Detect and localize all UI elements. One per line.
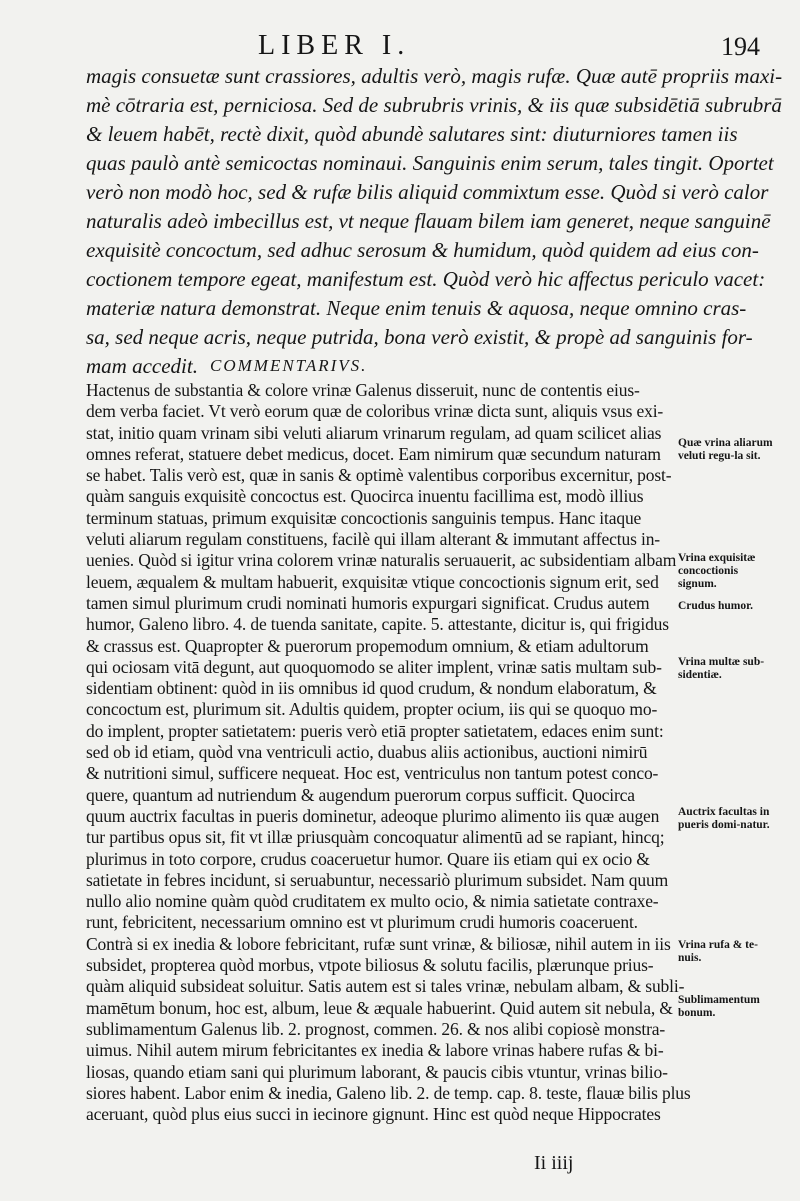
text-line: satietate in febres incidunt, si seruabuntur, necessariò plurimum subsidet. Nam quum: [86, 869, 669, 890]
galen-text-block: [86, 62, 783, 381]
text-line: Contrà si ex inedia & lobore febricitant, rufæ sunt vrinæ, & biliosæ, nihil autem in iis: [86, 933, 671, 954]
margin-note: Auctrix facultas in pueris domi-natur.: [678, 806, 770, 831]
text-line: Hactenus de substantia & colore vrinæ Galenus disseruit, nunc de contentis eius-: [86, 380, 640, 400]
running-head: LIBER I.: [258, 30, 411, 61]
text-line: sublimamentum Galenus lib. 2. prognost, commen. 26. & nos alibi copiosè monstra-: [86, 1018, 666, 1039]
text-line: quàm aliquid subsideat soluitur. Satis autem est si tales vrinæ, nebulam albam, & subli-: [86, 976, 685, 997]
text-line: qui ociosam vitā degunt, aut quoquomodo se aliter implent, vrinæ satis multam sub-: [86, 656, 662, 677]
text-line: uimus. Nihil autem mirum febricitantes ex inedia & labore vrinas habere rufas & bi-: [86, 1040, 664, 1061]
text-line: coctionem tempore egeat, manifestum est. Quòd verò hic affectus periculo vacet:: [86, 267, 766, 291]
text-line: veluti aliarum regulam constituens, facilè qui illam alterant & immutant affectus in-: [86, 529, 660, 550]
commentary-text-block: [86, 380, 691, 1125]
text-line: humor, Galeno libro. 4. de tuenda sanitate, capite. 5. attestante, dicitur is, qui frigidus: [86, 614, 669, 635]
text-line: liosas, quando etiam sani qui plurimum laborant, & paucis cibis vtuntur, vrinas biliο-: [86, 1061, 668, 1082]
text-line: & crassus est. Quapropter & puerorum propemodum omnium, & etiam adultorum: [86, 635, 649, 656]
text-line: & nutritioni simul, sufficere nequeat. Hoc est, ventriculus non tantum potest conco-: [86, 763, 659, 784]
text-line: do implent, propter satietatem: pueris verò etiā propter satietatem, edaces enim sunt:: [86, 720, 664, 741]
text-line: exquisitè concoctum, sed adhuc serosum & humidum, quòd quidem ad eius con-: [86, 238, 759, 262]
text-line: uenies. Quòd si igitur vrina colorem vrinæ naturalis seruauerit, ac subsidentiam albam: [86, 550, 677, 571]
text-line: omnes referat, statuere debet medicus, docet. Eam nimirum quæ secundum naturam: [86, 443, 661, 464]
text-line: se habet. Talis verò est, quæ in sanis & optimè valentibus corporibus excernitur, post-: [86, 465, 672, 486]
text-line: terminum statuas, primum exquisitæ concoctionis sanguinis tempus. Hanc itaque: [86, 507, 642, 528]
text-line: quàm sanguis exquisitè concoctus est. Quocirca inuentu facillima est, modò illius: [86, 486, 644, 507]
margin-note: Quæ vrina aliarum veluti regu-la sit.: [678, 437, 773, 462]
text-line: subsidet, propterea quòd morbus, vtpote biliosus & solutu facilis, plærunque prius-: [86, 955, 654, 976]
margin-note: Vrina multæ sub-sidentiæ.: [678, 656, 765, 681]
text-line: stat, initio quam vrinam sibi veluti aliarum vrinarum regulam, ad quam scilicet alias: [86, 422, 662, 443]
margin-note: Crudus humor.: [678, 600, 753, 612]
text-line: plurimus in toto corpore, crudus coaceruetur humor. Quare iis etiam qui ex ocio &: [86, 848, 650, 869]
text-line: runt, febricitent, necessarium omnino est vt plurimum crudi humoris coaceruent.: [86, 912, 638, 933]
text-line: & leuem habēt, rectè dixit, quòd abundè salutares sint: diuturniores tamen iis: [86, 122, 738, 146]
text-line: naturalis adeò imbecillus est, vt neque flauam bilem iam generet, neque sanguinē: [86, 209, 771, 233]
commentary-heading: COMMENTARIVS.: [210, 356, 368, 375]
signature-mark: Ii iiij: [534, 1152, 574, 1174]
page-header: [70, 30, 760, 66]
text-line: nullo alio nomine quàm quòd cruditatem ex multo ocio, & nimia satietate contraxe-: [86, 891, 659, 912]
text-line: quere, quantum ad nutriendum & augendum puerorum corpus sufficit. Quocirca: [86, 784, 635, 805]
text-line: verò non modò hoc, sed & rufæ bilis aliquid commixtum esse. Quòd si verò calor: [86, 180, 769, 204]
page-number: 194: [721, 32, 760, 61]
text-line: sa, sed neque acris, neque putrida, bona verò existit, & propè ad sanguinis for-: [86, 325, 753, 349]
text-line: sed ob id etiam, quòd vna ventriculi actio, duabus aliis actionibus, auctioni nimirū: [86, 742, 648, 763]
text-line: mamētum bonum, hoc est, album, leue & æquale habuerint. Quid autem sit nebula, &: [86, 997, 673, 1018]
text-line: siores habent. Labor enim & inedia, Galeno lib. 2. de temp. cap. 8. teste, flauæ bilis plus: [86, 1082, 691, 1103]
margin-note: Sublimamentum bonum.: [678, 994, 760, 1019]
text-line: tur partibus opus sit, fit vt illæ priusquàm concoquatur alimentū ad se rapiant, hincq;: [86, 827, 665, 848]
text-line: aceruant, quòd plus eius succi in iecinore gignunt. Hinc est quòd neque Hippocrates: [86, 1104, 661, 1125]
text-line: mè cōtraria est, perniciosa. Sed de subrubris vrinis, & iis quæ subsidētiā subrubrā: [86, 93, 782, 117]
text-line: leuem, æqualem & multam habuerit, exquisitæ vtique concoctionis signum erit, sed: [86, 571, 659, 592]
margin-note: Vrina rufa & te-nuis.: [678, 939, 758, 964]
text-line: dem verba faciet. Vt verò eorum quæ de coloribus vrinæ dicta sunt, aliquis vsus exi-: [86, 401, 664, 422]
text-line: quum auctrix facultas in pueris dominetur, adeoque plurimo alimento iis quæ augen: [86, 805, 660, 826]
text-line: quas paulò antè semicoctas nominaui. Sanguinis enim serum, tales tingit. Oportet: [86, 151, 774, 175]
text-line: mam accedit.: [86, 354, 198, 378]
margin-note: Vrina exquisitæ concoctionis signum.: [678, 552, 756, 590]
text-line: materiæ natura demonstrat. Neque enim tenuis & aquosa, neque omnino cras-: [86, 296, 747, 320]
text-line: concoctum est, plurimum sit. Adultis quidem, propter ocium, iis qui se quoquo mo-: [86, 699, 658, 720]
text-line: magis consuetæ sunt crassiores, adultis verò, magis rufæ. Quæ autē propriis maxi-: [86, 64, 783, 88]
text-line: sidentiam obtinent: quòd in iis omnibus id quod crudum, & nondum elaboratum, &: [86, 678, 657, 699]
text-line: tamen simul plurimum crudi nominati humoris expurgari significat. Crudus autem: [86, 592, 650, 613]
